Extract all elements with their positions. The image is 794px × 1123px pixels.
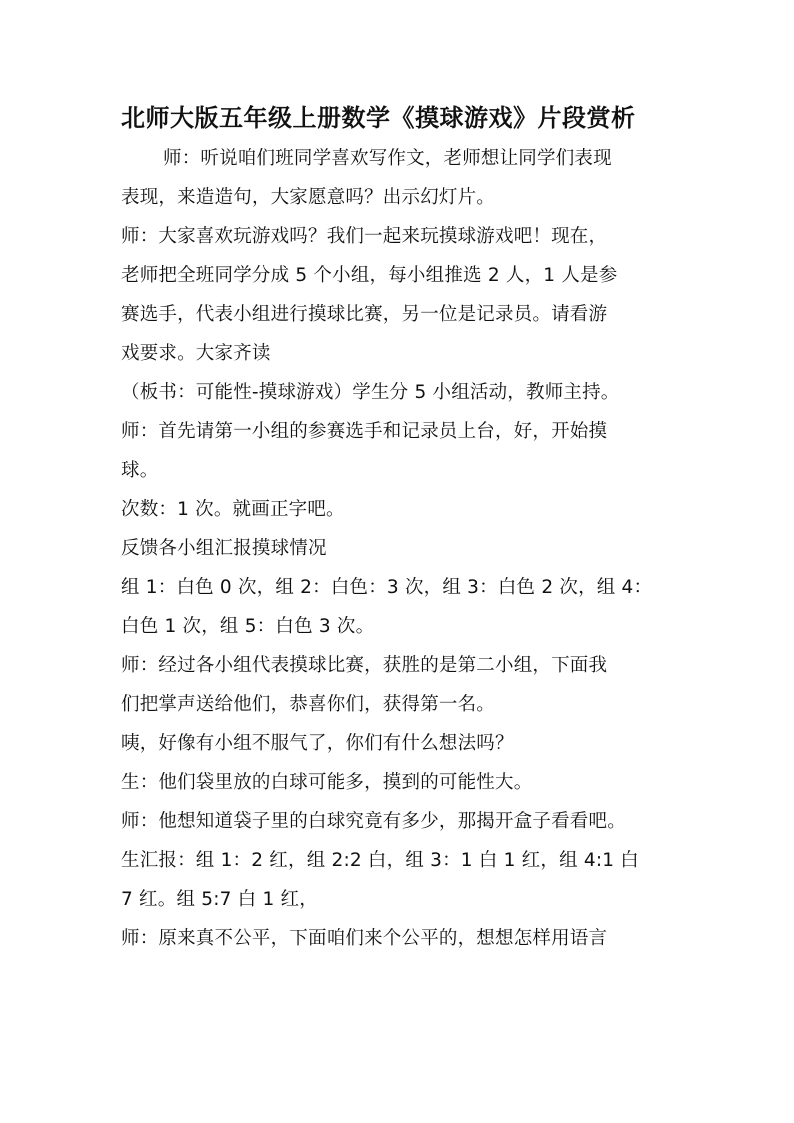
paragraph-line: 生：他们袋里放的白球可能多，摸到的可能性大。	[121, 772, 533, 793]
paragraph-line: 生汇报：组 1：2 红，组 2:2 白，组 3：1 白 1 红，组 4:1 白	[121, 850, 640, 871]
paragraph-line: 师：大家喜欢玩游戏吗？我们一起来玩摸球游戏吧！现在，	[121, 226, 608, 247]
paragraph-line: 7 红。组 5:7 白 1 红，	[121, 889, 318, 910]
paragraph-line: 师：首先请第一小组的参赛选手和记录员上台，好，开始摸	[121, 421, 608, 442]
paragraph-line: 师：听说咱们班同学喜欢写作文，老师想让同学们表现	[163, 148, 612, 169]
paragraph-line: （板书：可能性-摸球游戏）学生分 5 小组活动，教师主持。	[121, 382, 620, 403]
paragraph-line: 戏要求。大家齐读	[121, 343, 271, 364]
paragraph-line: 白色 1 次，组 5：白色 3 次。	[121, 616, 375, 637]
paragraph-line: 次数：1 次。就画正字吧。	[121, 499, 345, 520]
paragraph-line: 师：经过各小组代表摸球比赛，获胜的是第二小组，下面我	[121, 655, 608, 676]
document-title: 北师大版五年级上册数学《摸球游戏》片段赏析	[121, 103, 636, 132]
paragraph-line: 老师把全班同学分成 5 个小组，每小组推选 2 人，1 人是参	[121, 265, 618, 286]
paragraph-line: 组 1：白色 0 次，组 2：白色：3 次，组 3：白色 2 次，组 4：	[121, 577, 653, 598]
paragraph-line: 咦，好像有小组不服气了，你们有什么想法吗？	[121, 733, 514, 754]
paragraph-line: 赛选手，代表小组进行摸球比赛，另一位是记录员。请看游	[121, 304, 608, 325]
paragraph-line: 师：他想知道袋子里的白球究竟有多少，那揭开盒子看看吧。	[121, 811, 626, 832]
paragraph-line: 们把掌声送给他们，恭喜你们，获得第一名。	[121, 694, 496, 715]
paragraph-line: 表现，来造造句，大家愿意吗？出示幻灯片。	[121, 187, 496, 208]
paragraph-line: 师：原来真不公平，下面咱们来个公平的，想想怎样用语言	[121, 928, 608, 949]
paragraph-line: 球。	[121, 460, 159, 481]
paragraph-line: 反馈各小组汇报摸球情况	[121, 538, 327, 559]
document-body	[121, 139, 681, 958]
